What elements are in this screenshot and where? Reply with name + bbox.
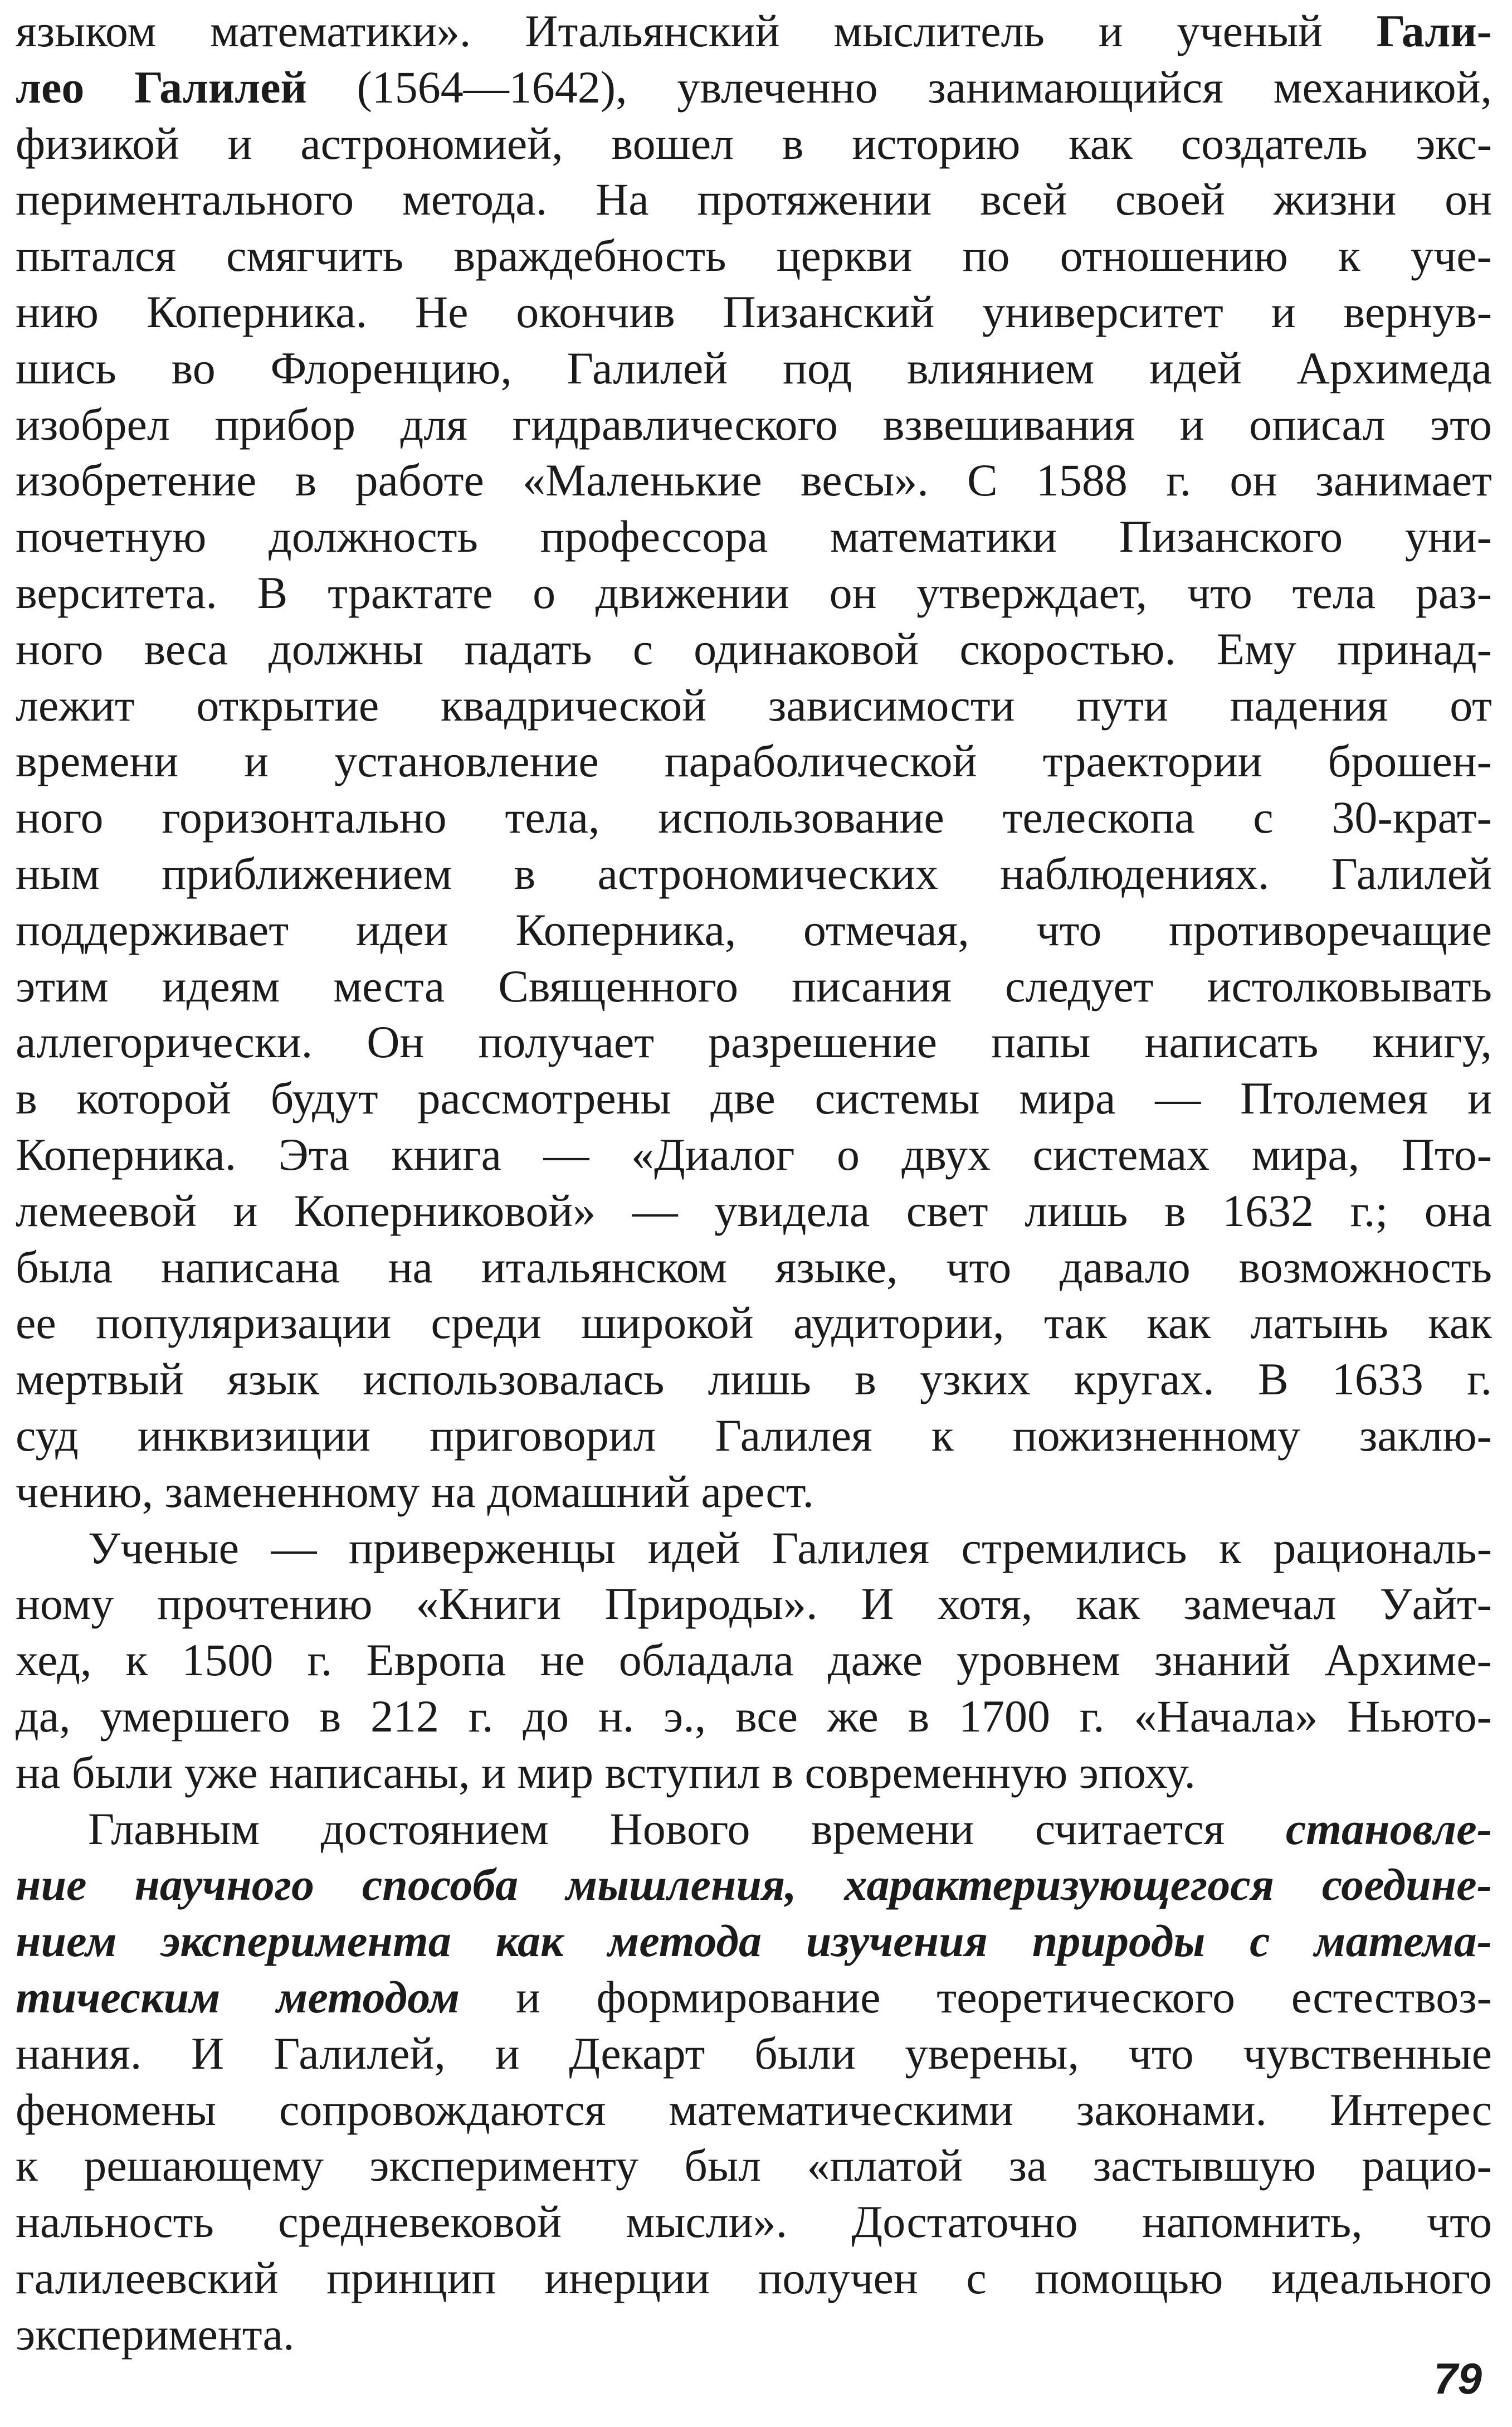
- text-run: мертвый язык использовалась лишь в узких кругах. В 1633 г.: [16, 1354, 1492, 1405]
- text-line: [16, 2191, 1492, 2253]
- text-run: лемеевой и Коперниковой» — увидела свет лишь в 1632 г.; она: [16, 1185, 1492, 1236]
- text-line: [16, 562, 1492, 624]
- text-run: аллегорически. Он получает разрешение папы написать книгу,: [16, 1016, 1492, 1068]
- text-run: феномены сопровождаются математическими законами. Интерес: [16, 2084, 1492, 2135]
- text-run: пытался смягчить враждебность церкви по отношению к уче-: [16, 230, 1492, 281]
- text-line: [16, 2134, 1492, 2197]
- text-run: ным приближением в астрономических наблюдениях. Галилей: [16, 848, 1492, 899]
- text-run: нию Коперника. Не окончив Пизанский университет и вернув-: [16, 286, 1492, 337]
- text-run: Главным достоянием Нового времени считается: [88, 1803, 1286, 1854]
- emphasized-text: тическим методом: [16, 1972, 460, 2022]
- text-line: [16, 1180, 1492, 1242]
- text-line: [16, 1573, 1492, 1635]
- text-line: [16, 168, 1492, 231]
- text-line: [16, 1854, 1492, 1916]
- text-run: ного горизонтально тела, использование телескопа с 30-крат-: [16, 792, 1492, 843]
- text-run: Коперника. Эта книга — «Диалог о двух системах мира, Пто-: [16, 1129, 1492, 1180]
- text-run: нания. И Галилей, и Декарт были уверены, что чувственные: [16, 2027, 1492, 2079]
- text-run: ного веса должны падать с одинаковой скоростью. Ему принад-: [16, 623, 1492, 674]
- text-line: [16, 449, 1492, 512]
- text-line: [16, 730, 1492, 792]
- text-run: изобрел прибор для гидравлического взвешивания и описал это: [16, 398, 1492, 450]
- text-line: [16, 674, 1492, 737]
- text-run: почетную должность профессора математики Пизанского уни-: [16, 511, 1492, 562]
- text-line: [16, 2022, 1492, 2085]
- text-run: ному прочтению «Книги Природы». И хотя, как замечал Уайт-: [16, 1578, 1492, 1630]
- text-run: суд инквизиции приговорил Галилея к пожизненному заклю-: [16, 1410, 1492, 1461]
- text-run: шись во Флоренцию, Галилей под влиянием идей Архимеда: [16, 342, 1492, 393]
- text-line: [16, 1348, 1492, 1411]
- text-run: в которой будут рассмотрены две системы мира — Птолемея и: [16, 1073, 1492, 1124]
- text-run: времени и установление параболической траектории брошен-: [16, 736, 1492, 787]
- text-run: да, умершего в 212 г. до н. э., все же в 1700 г. «Начала» Ньюто-: [16, 1691, 1492, 1742]
- paragraph-first-line: [88, 1798, 1492, 1860]
- text-run: этим идеям места Священного писания следует истолковывать: [16, 960, 1492, 1011]
- text-run: нальность средневековой мысли». Достаточно напомнить, что: [16, 2196, 1492, 2248]
- text-run: периментального метода. На протяжении всей своей жизни он: [16, 174, 1492, 225]
- text-run: хед, к 1500 г. Европа не обладала даже уровнем знаний Архиме-: [16, 1635, 1492, 1686]
- text-run: верситета. В трактате о движении он утверждает, что тела раз-: [16, 567, 1492, 618]
- text-line: [16, 1966, 1492, 2029]
- text-line: [16, 337, 1492, 400]
- emphasized-text: ние научного способа мышления, характеризующегося соедине-: [16, 1859, 1492, 1910]
- text-run: языком математики». Итальянский мыслитель и ученый: [16, 6, 1377, 56]
- bold-name: Гали-: [1376, 6, 1492, 56]
- text-run: чению, замененному на домашний арест.: [16, 1466, 814, 1517]
- text-run: к решающему эксперименту был «платой за застывшую рацио-: [16, 2140, 1492, 2191]
- text-run: поддерживает идеи Коперника, отмечая, что противоречащие: [16, 904, 1492, 955]
- text-line: [16, 56, 1492, 119]
- text-line: [16, 843, 1492, 905]
- text-line: [16, 225, 1492, 287]
- text-line: [16, 1292, 1492, 1354]
- text-run: лежит открытие квадрической зависимости пути падения от: [16, 679, 1492, 731]
- text-run: галилеевский принцип инерции получен с помощью идеального: [16, 2253, 1492, 2303]
- text-line: [16, 1404, 1492, 1467]
- text-line: [16, 2247, 1492, 2309]
- text-line: [16, 1461, 1492, 1523]
- text-line: [16, 786, 1492, 849]
- text-line: [16, 2303, 1492, 2366]
- text-line: [16, 113, 1492, 175]
- text-run: была написана на итальянском языке, что давало возможность: [16, 1241, 1492, 1292]
- emphasized-text: становле-: [1285, 1803, 1492, 1854]
- text-line: [16, 505, 1492, 568]
- text-line: [16, 0, 1492, 62]
- text-line: [16, 899, 1492, 961]
- text-run: физикой и астрономией, вошел в историю как создатель экс-: [16, 118, 1492, 169]
- text-line: [16, 1236, 1492, 1298]
- text-line: [16, 618, 1492, 680]
- text-line: [16, 1629, 1492, 1691]
- text-line: [16, 1910, 1492, 1972]
- text-line: [16, 1123, 1492, 1186]
- text-run: Ученые — приверженцы идей Галилея стремились к рациональ-: [88, 1522, 1492, 1573]
- text-line: [16, 393, 1492, 456]
- text-line: [16, 955, 1492, 1018]
- text-line: [16, 1011, 1492, 1073]
- text-line: [16, 1685, 1492, 1748]
- text-run: и формирование теоретического естествоз-: [460, 1972, 1492, 2022]
- text-line: [16, 281, 1492, 343]
- text-run: (1564—1642), увлеченно занимающийся механикой,: [306, 61, 1492, 113]
- text-run: изобретение в работе «Маленькие весы». С 1588 г. он занимает: [16, 455, 1492, 506]
- page-number: 79: [1433, 2354, 1482, 2403]
- text-line: [16, 2079, 1492, 2141]
- text-line: [16, 1067, 1492, 1130]
- bold-name: лео Галилей: [16, 61, 307, 113]
- text-run: эксперимента.: [16, 2308, 295, 2360]
- paragraph-first-line: [88, 1517, 1492, 1579]
- book-page: [16, 0, 1498, 2427]
- text-run: на были уже написаны, и мир вступил в современную эпоху.: [16, 1747, 1196, 1798]
- text-run: ее популяризации среди широкой аудитории, так как латынь как: [16, 1297, 1492, 1349]
- text-line: [16, 1742, 1492, 1804]
- emphasized-text: нием эксперимента как метода изучения природы с матема-: [16, 1915, 1492, 1967]
